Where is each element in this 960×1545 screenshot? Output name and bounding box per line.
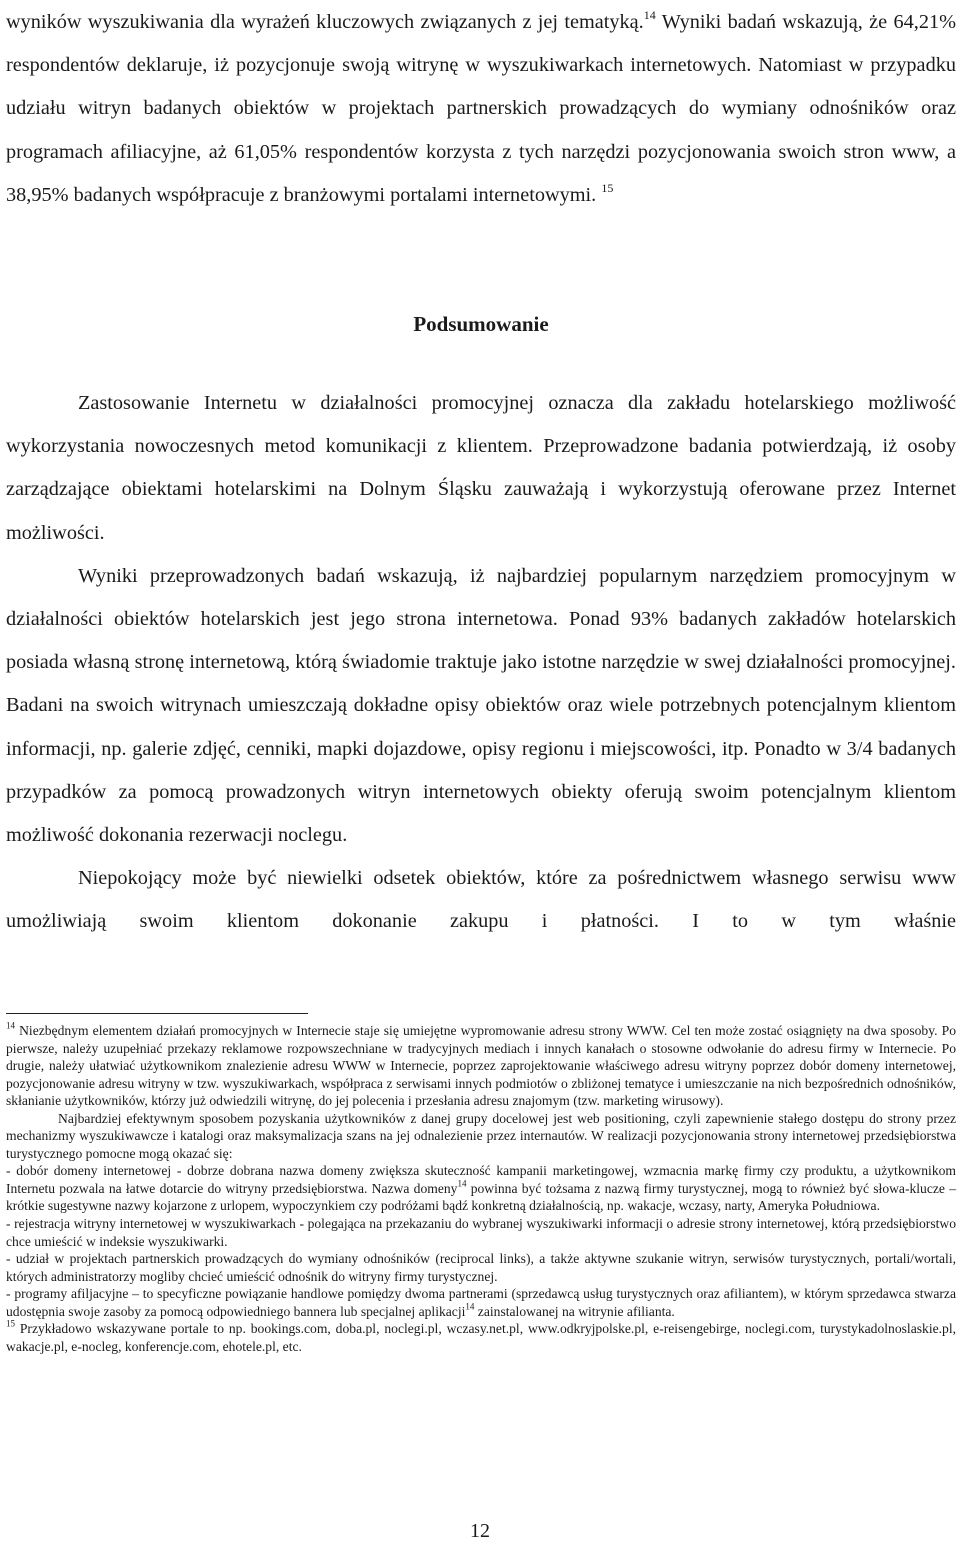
footnote-14-bullet-4-text-b: zainstalowanej na witrynie afilianta. — [474, 1303, 675, 1319]
summary-section — [6, 382, 956, 944]
footnote-14-bullet-4 — [6, 1285, 956, 1320]
footnote-ref-15[interactable]: 15 — [601, 180, 614, 195]
footnote-mark-14: 14 — [6, 1020, 15, 1031]
footnote-15 — [6, 1320, 956, 1355]
paragraph-3: Wyniki przeprowadzonych badań wskazują, iż najbardziej popularnym narzędziem promocyjnym w działalności obiektów hotelarskich jest jego strona internetowa. Ponad 93% badanych zakładów hotelarskich posiada własną stronę internetową, którą świadomie traktuje jako istotne narzędzie w swej działalności promocyjnej. Badani na swoich witrynach umieszczają dokładne opisy obiektów oraz wiele potrzebnych potencjalnym klientom informacji, np. galerie zdjęć, cenniki, mapki dojazdowe, opisy regionu i miejscowości, itp. Ponadto w 3/4 badanych przypadków za pomocą prowadzonych witryn internetowych obiekty oferują swoim potencjalnym klientom możliwość dokonania rezerwacji noclegu. — [6, 564, 956, 847]
footnote-14-bullet-1-ref[interactable]: 14 — [457, 1178, 467, 1189]
footnote-ref-14[interactable]: 14 — [643, 8, 656, 22]
footnote-14-bullet-1 — [6, 1162, 956, 1215]
footnote-mark-15: 15 — [6, 1319, 15, 1329]
paragraph-1-text-b: Wyniki badań wskazują, że 64,21% respondentów deklaruje, iż pozycjonuje swoją witrynę w wyszukiwarkach internetowych. Natomiast w przypadku udziału witryn badanych obiektów w projektach partnerskich prowadzących do wymiany odnośników oraz programach afiliacyjne, aż 61,05% respondentów korzysta z tych narzędzi pozycjonowania swoich stron www, a 38,95% badanych współpracuje z branżowymi portalami internetowymi. — [6, 11, 957, 206]
paragraph-4: Niepokojący może być niewielki odsetek obiektów, które za pośrednictwem własnego serwisu www umożliwiają swoim klientom dokonanie zakupu i płatności. I to w tym właśnie — [6, 867, 956, 933]
footnote-14-bullet-1-text-a: - dobór domeny internetowej - dobrze dobrana nazwa domeny zwiększa skuteczność kampanii marketingowej, wzmacnia markę firmy czy produktu, a użytkownikom Internetu pozwala na łatwe dotarcie do witryny przedsiębiorstwa. Nazwa domeny — [6, 1163, 956, 1196]
footnote-14-bullet-1-text-b: powinna być tożsama z nazwą firmy turystycznej, mogą to również być słowa-klucze – krótkie sugestywne nazwy kojarzone z urlopem, wypoczynkiem czy podróżami bądź konkretną działalnością, np. wakacje, wczasy, narty, Ameryka Południowa. — [6, 1180, 956, 1214]
paragraph-1 — [6, 1, 956, 217]
section-heading: Podsumowanie — [413, 312, 549, 336]
page-number: 12 — [470, 1520, 490, 1542]
footnote-14-bullet-2: - rejestracja witryny internetowej w wyszukiwarkach - polegająca na przekazaniu do wybranej wyszukiwarki informacji o adresie strony internetowej, którą przedsiębiorstwo chce umieścić w indeksie wyszukiwarki. — [6, 1216, 956, 1249]
paragraph-intro — [6, 1, 956, 217]
footnote-14-bullet-3: - udział w projektach partnerskich prowadzących do wymiany odnośników (reciprocal links), a także aktywne szukanie witryn, serwisów turystycznych, portali/wortali, których administratorzy mogliby chcieć umieścić odnośnik do witryny firmy turystycznej. — [6, 1251, 956, 1284]
footnote-14-paragraph-2: Najbardziej efektywnym sposobem pozyskania użytkowników z danej grupy docelowej jest web positioning, czyli zapewnienie stałego dostępu do strony przez mechanizmy wyszukiwawcze i katalogi oraz maksymalizacja szans na jej odnalezienie przez internautów. W realizacji pozycjonowania strony internetowej przedsiębiorstwa turystycznego pomocne mogą okazać się: — [6, 1110, 956, 1161]
footnote-15-text: Przykładowo wskazywane portale to np. bookings.com, doba.pl, noclegi.pl, wczasy.net.pl, www.odkryjpolske.pl, e-reisengebirge, noclegi.com, turystykadolnoslaskie.pl, wakacje.pl, e-nocleg, konferencje.com, ehotele.pl, etc. — [6, 1321, 956, 1354]
footnote-14-text: Niezbędnym elementem działań promocyjnych w Internecie staje się umiejętne wypromowanie adresu strony WWW. Cel ten może zostać osiągnięty na dwa sposoby. Po pierwsze, należy uzupełniać przekazy reklamowe rozpowszechniane w tradycyjnych mediach i innych kanałach o stosowne odwołanie do adresu firmy w Internecie. Po drugie, należy ułatwiać użytkownikom znalezienie adresu WWW w Internecie, poprzez zaprojektowanie właściwego adresu witryny poprzez dobór domeny internetowej, pozycjonowanie adresu witryny w tzw. wyszukiwarkach, współpraca z serwisami innych podmiotów o zbliżonej tematyce i umieszczanie na nich bezpośrednich odnośników, skłanianie użytkowników, którzy już odwiedzili witrynę, do jej polecenia i przesłania adresu znajomym (tzw. marketing wirusowy). — [6, 1023, 956, 1109]
footnotes — [6, 1022, 956, 1355]
footnote-14-bullet-4-text-a: - programy afiljacyjne – to specyficzne powiązanie handlowe pomiędzy dwoma partnerami (sprzedawcą usług turystycznych oraz afiliantem), w którym sprzedawca stwarza udostępnia swoje zasoby za pomocą odpowiedniego bannera lub specjalnej aplikacji — [6, 1286, 956, 1319]
footnote-14 — [6, 1022, 956, 1110]
footnote-separator — [6, 1013, 308, 1014]
footnote-14-bullet-4-ref[interactable]: 14 — [465, 1301, 475, 1312]
paragraph-2: Zastosowanie Internetu w działalności promocyjnej oznacza dla zakładu hotelarskiego możliwość wykorzystania nowoczesnych metod komunikacji z klientem. Przeprowadzone badania potwierdzają, iż osoby zarządzające obiektami hotelarskimi na Dolnym Śląsku zauważają i wykorzystują oferowane przez Internet możliwości. — [6, 392, 956, 544]
paragraph-1-text-a: wyników wyszukiwania dla wyrażeń kluczowych związanych z jej tematyką. — [6, 11, 644, 33]
